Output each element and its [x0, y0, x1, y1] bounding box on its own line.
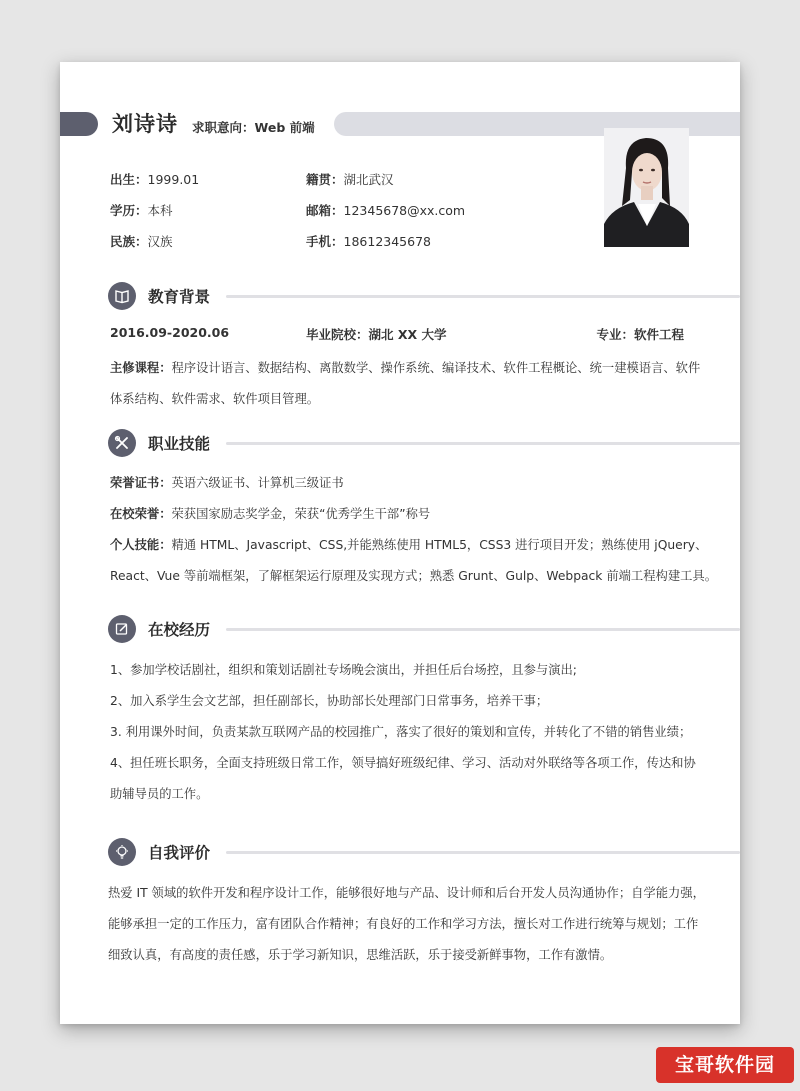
education-period: 2016.09-2020.06 [110, 325, 230, 340]
experience-item: 3. 利用课外时间，负责某款互联网产品的校园推广，落实了很好的策划和宣传，并转化了不错的销售业绩； [110, 725, 692, 739]
courses-line-2: 体系结构、软件需求、软件项目管理。 [110, 392, 320, 406]
education-major: 专业：软件工程 [596, 327, 684, 342]
section-title-skills: 职业技能 [148, 435, 211, 453]
skills-honors: 在校荣誉：荣获国家励志奖学金，荣获“优秀学生干部”称号 [110, 507, 431, 521]
skills-personal-line-1: 个人技能：精通 HTML、Javascript、CSS,并能熟练使用 HTML5，CSS3 进行项目开发；熟练使用 jQuery、 [110, 538, 708, 552]
lightbulb-icon [108, 838, 136, 866]
section-divider [226, 295, 740, 298]
job-intent: 求职意向：Web 前端 [192, 120, 315, 135]
candidate-name: 刘诗诗 [112, 112, 178, 136]
site-watermark: 宝哥软件园 [656, 1047, 794, 1083]
self-eval-line: 能够承担一定的工作压力，富有团队合作精神；有良好的工作和学习方法，擅长对工作进行统筹与规划；工作 [108, 917, 699, 931]
skills-certificates: 荣誉证书：英语六级证书、计算机三级证书 [110, 476, 344, 490]
section-title-experience: 在校经历 [148, 621, 211, 639]
resume-page [60, 62, 740, 1024]
info-email: 邮箱：12345678@xx.com [306, 203, 466, 218]
skills-personal-line-2: React、Vue 等前端框架，了解框架运行原理及实现方式；熟悉 Grunt、Gulp、Webpack 前端工程构建工具。 [110, 569, 718, 583]
courses-line-1: 主修课程：程序设计语言、数据结构、离散数学、操作系统、编译技术、软件工程概论、统一建模语言、软件 [110, 361, 701, 375]
info-native-place: 籍贯：湖北武汉 [306, 172, 394, 187]
header-accent-bar [60, 112, 98, 136]
profile-photo [604, 128, 689, 247]
info-phone: 手机：18612345678 [306, 234, 431, 249]
section-divider [226, 851, 740, 854]
book-icon [108, 282, 136, 310]
info-birth: 出生：1999.01 [110, 172, 200, 187]
info-ethnicity: 民族：汉族 [110, 234, 173, 249]
self-eval-line: 细致认真，有高度的责任感，乐于学习新知识，思维活跃，乐于接受新鲜事物，工作有激情。 [108, 948, 613, 962]
section-divider [226, 442, 740, 445]
info-education: 学历：本科 [110, 203, 173, 218]
experience-item: 4、担任班长职务，全面支持班级日常工作，领导搞好班级纪律、学习、活动对外联络等各项工作，传达和协 [110, 756, 696, 770]
education-summary [110, 325, 692, 345]
tools-icon [108, 429, 136, 457]
experience-item: 2、加入系学生会文艺部，担任副部长，协助部长处理部门日常事务，培养干事； [110, 694, 549, 708]
experience-item: 1、参加学校话剧社，组织和策划话剧社专场晚会演出，并担任后台场控，且参与演出; [110, 663, 577, 677]
education-school: 毕业院校：湖北 XX 大学 [306, 327, 447, 342]
section-divider [226, 628, 740, 631]
self-eval-line: 热爱 IT 领域的软件开发和程序设计工作，能够很好地与产品、设计师和后台开发人员沟通协作；自学能力强， [108, 886, 705, 900]
experience-item: 助辅导员的工作。 [110, 787, 209, 801]
section-title-self-evaluation: 自我评价 [148, 844, 211, 862]
section-title-education: 教育背景 [148, 288, 211, 306]
edit-icon [108, 615, 136, 643]
